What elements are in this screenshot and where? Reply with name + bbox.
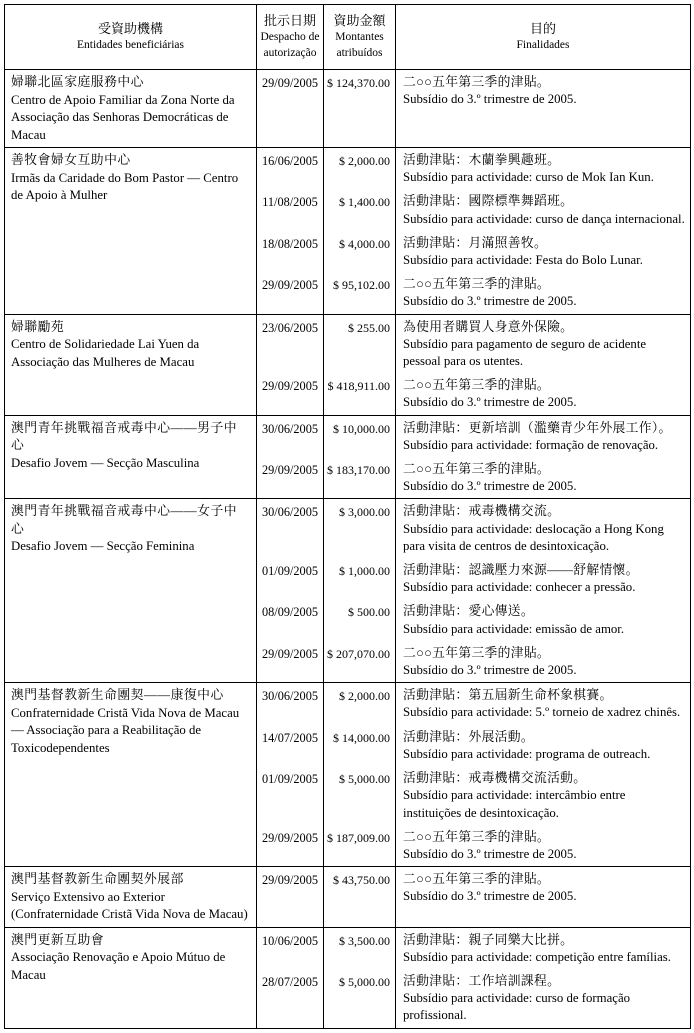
amount-value: $ 2,000.00 — [324, 148, 396, 190]
purpose-cell — [396, 683, 691, 725]
amount-value: $ 418,911.00 — [324, 373, 396, 415]
authorization-date: 18/08/2005 — [257, 231, 324, 272]
purpose-pt: Subsídio para actividade: intercâmbio entre instituições de desintoxicação. — [403, 788, 626, 820]
entity-cell — [5, 314, 257, 415]
entry-row — [5, 148, 691, 190]
purpose-zh: 二○○五年第三季的津貼。 — [403, 829, 551, 844]
amount-value: $ 1,400.00 — [324, 189, 396, 230]
amount-value: $ 207,070.00 — [324, 641, 396, 683]
purpose-zh: 二○○五年第三季的津貼。 — [403, 645, 551, 660]
purpose-pt: Subsídio para actividade: curso de Mok Ian Kun. — [403, 170, 654, 185]
purpose-cell — [396, 766, 691, 825]
entity-group — [5, 415, 691, 499]
entity-name-zh: 澳門基督教新生命團契——康復中心 — [11, 688, 224, 703]
purpose-cell — [396, 825, 691, 867]
purpose-zh: 活動津貼：國際標準舞蹈班。 — [403, 194, 574, 209]
purpose-cell — [396, 148, 691, 190]
purpose-pt: Subsídio para actividade: deslocação a Hong Kong para visita de centros de desintoxicação. — [403, 521, 664, 553]
entity-cell — [5, 415, 257, 499]
entry-row — [5, 415, 691, 457]
purpose-zh: 活動津貼：親子同樂大比拼。 — [403, 932, 574, 947]
entry-row — [5, 683, 691, 725]
entity-name-zh: 善牧會婦女互助中心 — [11, 153, 131, 167]
purpose-zh: 二○○五年第三季的津貼。 — [403, 462, 551, 477]
amount-value: $ 43,750.00 — [324, 867, 396, 928]
purpose-pt: Subsídio do 3.º trimestre de 2005. — [403, 846, 577, 861]
authorization-date: 29/09/2005 — [257, 825, 324, 867]
entry-row — [5, 499, 691, 558]
purpose-pt: Subsídio para pagamento de seguro de acidente pessoal para os utentes. — [403, 336, 647, 369]
purpose-zh: 二○○五年第三季的津貼。 — [403, 872, 551, 887]
entity-group — [5, 683, 691, 867]
amount-value: $ 124,370.00 — [324, 70, 396, 148]
purpose-pt: Subsídio do 3.º trimestre de 2005. — [403, 889, 577, 904]
amount-value: $ 255.00 — [324, 314, 396, 373]
authorization-date: 29/09/2005 — [257, 641, 324, 683]
authorization-date: 23/06/2005 — [257, 314, 324, 373]
entity-name-zh: 婦聯北區家庭服務中心 — [11, 75, 144, 89]
purpose-pt: Subsídio do 3.º trimestre de 2005. — [403, 294, 577, 309]
authorization-date: 30/06/2005 — [257, 415, 324, 457]
authorization-date: 30/06/2005 — [257, 499, 324, 558]
authorization-date: 08/09/2005 — [257, 599, 324, 640]
purpose-zh: 二○○五年第三季的津貼。 — [403, 378, 551, 393]
header-amount-zh: 資助金額 — [333, 13, 386, 28]
purpose-cell — [396, 314, 691, 373]
amount-value: $ 187,009.00 — [324, 825, 396, 867]
purpose-cell — [396, 867, 691, 928]
purpose-zh: 活動津貼：第五屆新生命杯象棋賽。 — [403, 688, 613, 703]
amount-value: $ 3,000.00 — [324, 499, 396, 558]
entity-cell — [5, 499, 257, 683]
authorization-date: 14/07/2005 — [257, 725, 324, 766]
purpose-zh: 活動津貼：木蘭拳興趣班。 — [403, 153, 561, 167]
amount-value: $ 1,000.00 — [324, 558, 396, 599]
purpose-zh: 活動津貼：愛心傳送。 — [403, 604, 534, 619]
authorization-date: 29/09/2005 — [257, 272, 324, 314]
purpose-pt: Subsídio do 3.º trimestre de 2005. — [403, 479, 577, 494]
entry-row — [5, 927, 691, 969]
entry-row — [5, 867, 691, 928]
amount-value: $ 95,102.00 — [324, 272, 396, 314]
header-amount — [324, 5, 396, 70]
amount-value: $ 3,500.00 — [324, 927, 396, 969]
header-beneficiaries — [5, 5, 257, 70]
purpose-pt: Subsídio do 3.º trimestre de 2005. — [403, 92, 577, 107]
purpose-pt: Subsídio para actividade: 5.º torneio de xadrez chinês. — [403, 705, 681, 720]
header-row — [5, 5, 691, 70]
entity-cell — [5, 148, 257, 315]
amount-value: $ 183,170.00 — [324, 457, 396, 499]
entity-name-pt: Desafio Jovem — Secção Feminina — [11, 539, 195, 554]
purpose-zh: 活動津貼：月滿照善牧。 — [403, 235, 548, 250]
purpose-pt: Subsídio para actividade: Festa do Bolo Lunar. — [403, 253, 643, 268]
entity-group — [5, 867, 691, 928]
entity-cell — [5, 683, 257, 867]
amount-value: $ 5,000.00 — [324, 766, 396, 825]
amount-value: $ 14,000.00 — [324, 725, 396, 766]
header-beneficiaries-zh: 受資助機構 — [97, 21, 163, 36]
entity-group — [5, 499, 691, 683]
entity-name-pt: Associação Renovação e Apoio Mútuo de Macau — [11, 950, 226, 982]
header-purpose-pt: Finalidades — [516, 39, 570, 51]
authorization-date: 29/09/2005 — [257, 457, 324, 499]
purpose-pt: Subsídio para actividade: curso de formação profissional. — [403, 991, 631, 1023]
amount-value: $ 10,000.00 — [324, 415, 396, 457]
entity-group — [5, 148, 691, 315]
header-authorization-date-pt: Despacho de autorização — [260, 31, 320, 59]
authorization-date: 01/09/2005 — [257, 766, 324, 825]
purpose-cell — [396, 231, 691, 272]
entry-row — [5, 70, 691, 148]
amount-value: $ 5,000.00 — [324, 969, 396, 1028]
purpose-pt: Subsídio para actividade: conhecer a pressão. — [403, 580, 636, 595]
purpose-zh: 活動津貼：戒毒機構交流。 — [403, 504, 561, 519]
authorization-date: 29/09/2005 — [257, 867, 324, 928]
amount-value: $ 2,000.00 — [324, 683, 396, 725]
purpose-zh: 為使用者購買人身意外保險。 — [403, 319, 574, 334]
entity-name-pt: Desafio Jovem — Secção Masculina — [11, 455, 200, 470]
entity-cell — [5, 70, 257, 148]
purpose-zh: 活動津貼：外展活動。 — [403, 729, 534, 744]
authorization-date: 28/07/2005 — [257, 969, 324, 1028]
purpose-pt: Subsídio para actividade: competição entre famílias. — [403, 949, 671, 964]
purpose-cell — [396, 272, 691, 314]
authorization-date: 01/09/2005 — [257, 558, 324, 599]
purpose-cell — [396, 189, 691, 230]
entity-name-pt: Centro de Apoio Familiar da Zona Norte da Associação das Senhoras Democráticas de Macau — [11, 92, 235, 142]
purpose-cell — [396, 641, 691, 683]
header-amount-pt: Montantes atribuídos — [335, 31, 384, 59]
entity-group — [5, 927, 691, 1028]
purpose-pt: Subsídio para actividade: formação de renovação. — [403, 437, 659, 452]
purpose-pt: Subsídio do 3.º trimestre de 2005. — [403, 395, 577, 410]
purpose-pt: Subsídio para actividade: programa de outreach. — [403, 746, 651, 761]
entity-name-zh: 澳門基督教新生命團契外展部 — [11, 872, 184, 887]
entity-cell — [5, 867, 257, 928]
header-beneficiaries-pt: Entidades beneficiárias — [77, 39, 184, 51]
authorization-date: 30/06/2005 — [257, 683, 324, 725]
authorization-date: 10/06/2005 — [257, 927, 324, 969]
entity-group — [5, 314, 691, 415]
purpose-zh: 二○○五年第三季的津貼。 — [403, 277, 551, 292]
header-purpose — [396, 5, 691, 70]
purpose-pt: Subsídio para actividade: emissão de amor. — [403, 621, 625, 636]
purpose-zh: 二○○五年第三季的津貼。 — [403, 75, 551, 89]
purpose-zh: 活動津貼：工作培訓課程。 — [403, 974, 561, 989]
purpose-cell — [396, 558, 691, 599]
authorization-date: 29/09/2005 — [257, 70, 324, 148]
subsidy-table — [4, 4, 691, 1029]
entity-name-pt: Irmãs da Caridade do Bom Pastor — Centro de Apoio à Mulher — [11, 170, 239, 202]
entity-name-zh: 澳門青年挑戰福音戒毒中心——男子中心 — [11, 420, 238, 453]
purpose-cell — [396, 415, 691, 457]
entity-name-pt: Centro de Solidariedade Lai Yuen da Associação das Mulheres de Macau — [11, 337, 200, 369]
purpose-zh: 活動津貼：戒毒機構交流活動。 — [403, 771, 587, 786]
entity-group — [5, 70, 691, 148]
entity-name-zh: 婦聯勵苑 — [11, 319, 65, 334]
entity-name-pt: Serviço Extensivo ao Exterior (Confraternidade Cristã Vida Nova de Macau) — [11, 889, 248, 922]
purpose-cell — [396, 927, 691, 969]
entity-name-pt: Confraternidade Cristã Vida Nova de Macau — Associação para a Reabilitação de Toxicodependentes — [11, 705, 240, 755]
authorization-date: 16/06/2005 — [257, 148, 324, 190]
table-header — [5, 5, 691, 70]
header-purpose-zh: 目的 — [529, 21, 556, 36]
authorization-date: 29/09/2005 — [257, 373, 324, 415]
purpose-zh: 活動津貼：認識壓力來源——舒解情懷。 — [403, 563, 639, 578]
entity-cell — [5, 927, 257, 1028]
entity-name-zh: 澳門更新互助會 — [11, 932, 105, 947]
header-authorization-date — [257, 5, 324, 70]
purpose-cell — [396, 457, 691, 499]
authorization-date: 11/08/2005 — [257, 189, 324, 230]
purpose-pt: Subsídio para actividade: curso de dança internacional. — [403, 211, 685, 226]
amount-value: $ 4,000.00 — [324, 231, 396, 272]
purpose-cell — [396, 725, 691, 766]
purpose-cell — [396, 373, 691, 415]
amount-value: $ 500.00 — [324, 599, 396, 640]
entry-row — [5, 314, 691, 373]
entity-name-zh: 澳門青年挑戰福音戒毒中心——女子中心 — [11, 504, 238, 536]
purpose-pt: Subsídio do 3.º trimestre de 2005. — [403, 663, 577, 678]
purpose-cell — [396, 499, 691, 558]
purpose-cell — [396, 70, 691, 148]
purpose-cell — [396, 599, 691, 640]
purpose-zh: 活動津貼：更新培訓（濫藥青少年外展工作）。 — [403, 420, 672, 435]
header-authorization-date-zh: 批示日期 — [263, 13, 316, 28]
purpose-cell — [396, 969, 691, 1028]
